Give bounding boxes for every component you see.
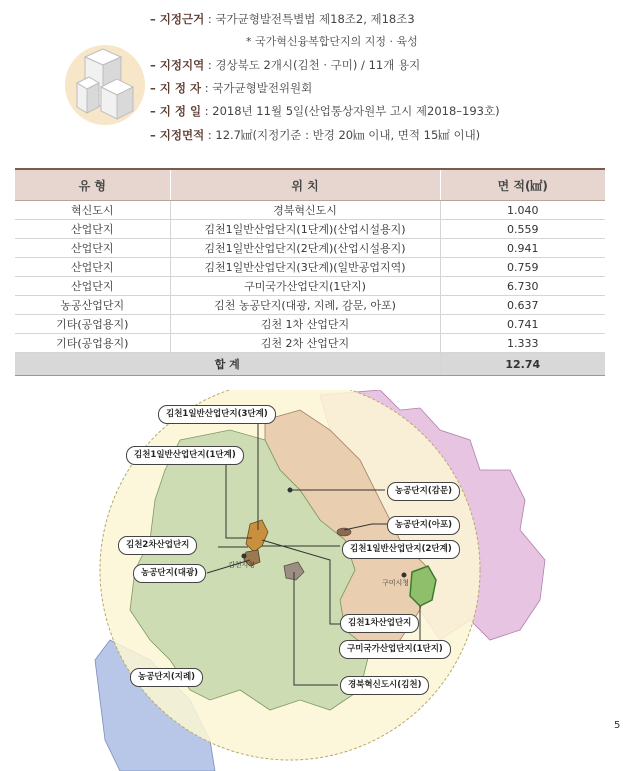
cell-location: 김천1일반산업단지(1단계)(산업시설용지) — [170, 220, 440, 239]
page-number: 5 — [614, 720, 621, 731]
header-type: 유 형 — [15, 169, 170, 201]
basis-value: 국가균형발전특별법 제18조2, 제18조3 — [215, 12, 415, 26]
cell-type: 산업단지 — [15, 258, 170, 277]
area-table — [15, 168, 605, 376]
table-row — [15, 296, 605, 315]
cell-area: 1.040 — [440, 201, 605, 220]
header-area: 면 적(㎢) — [440, 169, 605, 201]
cell-type: 혁신도시 — [15, 201, 170, 220]
cell-area: 0.941 — [440, 239, 605, 258]
table-row — [15, 334, 605, 353]
cell-location: 김천 농공단지(대광, 지례, 감문, 아포) — [170, 296, 440, 315]
cell-location: 구미국가산업단지(1단지) — [170, 277, 440, 296]
info-area: – 지정면적 : 12.7㎢(지정기준 : 반경 20㎞ 이내, 면적 15㎢ 이내) — [150, 128, 481, 142]
cell-area: 0.637 — [440, 296, 605, 315]
info-date: – 지 정 일 : 2018년 11월 5일(산업통상자원부 고시 제2018–193호) — [150, 104, 500, 118]
map-label-innovation: 경북혁신도시(김천) — [340, 676, 429, 695]
cell-area: 6.730 — [440, 277, 605, 296]
map-label-gimcheon1-1: 김천1일반산업단지(1단계) — [126, 446, 244, 465]
area-value: 12.7㎢(지정기준 : 반경 20㎞ 이내, 면적 15㎢ 이내) — [215, 128, 481, 142]
map-label-gumi: 구미국가산업단지(1단지) — [339, 640, 451, 659]
total-value: 12.74 — [440, 353, 605, 376]
cell-area: 1.333 — [440, 334, 605, 353]
gumi-cityhall-dot — [402, 573, 407, 578]
cell-location: 김천 2차 산업단지 — [170, 334, 440, 353]
cell-type: 산업단지 — [15, 239, 170, 258]
cell-type: 기타(공업용지) — [15, 334, 170, 353]
info-region: – 지정지역 : 경상북도 2개시(김천 · 구미) / 11개 용지 — [150, 58, 421, 72]
cell-area: 0.559 — [440, 220, 605, 239]
gumi-industrial-area — [410, 566, 436, 606]
region-map — [0, 390, 623, 771]
map-label-gimcheon1cha: 김천1차산업단지 — [340, 614, 419, 633]
table-header-row — [15, 169, 605, 201]
map-label-gimcheon1-3: 김천1일반산업단지(3단계) — [158, 405, 276, 424]
region-value: 경상북도 2개시(김천 · 구미) / 11개 용지 — [215, 58, 421, 72]
map-label-gammun: 농공단지(감문) — [387, 482, 460, 501]
table-row — [15, 239, 605, 258]
cell-location: 김천1일반산업단지(3단계)(일반공업지역) — [170, 258, 440, 277]
date-value: 2018년 11월 5일(산업통상자원부 고시 제2018–193호) — [212, 104, 500, 118]
designator-value: 국가균형발전위원회 — [212, 81, 313, 95]
map-label-gimcheon2: 김천2차산업단지 — [118, 536, 197, 555]
cell-type: 산업단지 — [15, 277, 170, 296]
region-label: – 지정지역 — [150, 58, 205, 72]
cell-type: 기타(공업용지) — [15, 315, 170, 334]
table-row — [15, 201, 605, 220]
city-label-gumi: 구미시청 — [382, 579, 410, 587]
city-label-gimcheon: 김천시청 — [228, 561, 256, 569]
basis-note: * 국가혁신융복합단지의 지정 · 육성 — [246, 35, 418, 48]
date-label: – 지 정 일 — [150, 104, 202, 118]
gimcheon-cityhall-dot — [242, 554, 247, 559]
info-basis: – 지정근거 : 국가균형발전특별법 제18조2, 제18조3 — [150, 12, 415, 26]
area-label: – 지정면적 — [150, 128, 205, 142]
cell-type: 산업단지 — [15, 220, 170, 239]
cell-location: 경북혁신도시 — [170, 201, 440, 220]
basis-label: – 지정근거 — [150, 12, 205, 26]
map-label-jirye: 농공단지(지례) — [130, 668, 203, 687]
table-row — [15, 220, 605, 239]
cell-area: 0.759 — [440, 258, 605, 277]
cell-type: 농공산업단지 — [15, 296, 170, 315]
map-label-gimcheon1-2: 김천1일반산업단지(2단계) — [342, 540, 460, 559]
map-label-daegwang: 농공단지(대광) — [133, 564, 206, 583]
table-row — [15, 258, 605, 277]
cell-location: 김천1일반산업단지(2단계)(산업시설용지) — [170, 239, 440, 258]
total-label: 합 계 — [15, 353, 440, 376]
designator-label: – 지 정 자 — [150, 81, 202, 95]
table-row — [15, 315, 605, 334]
table-row — [15, 277, 605, 296]
cell-location: 김천 1차 산업단지 — [170, 315, 440, 334]
building-icon — [55, 35, 155, 130]
map-label-apo: 농공단지(아포) — [387, 516, 460, 535]
info-designator: – 지 정 자 : 국가균형발전위원회 — [150, 81, 313, 95]
table-total-row — [15, 353, 605, 376]
cell-area: 0.741 — [440, 315, 605, 334]
header-location: 위 치 — [170, 169, 440, 201]
